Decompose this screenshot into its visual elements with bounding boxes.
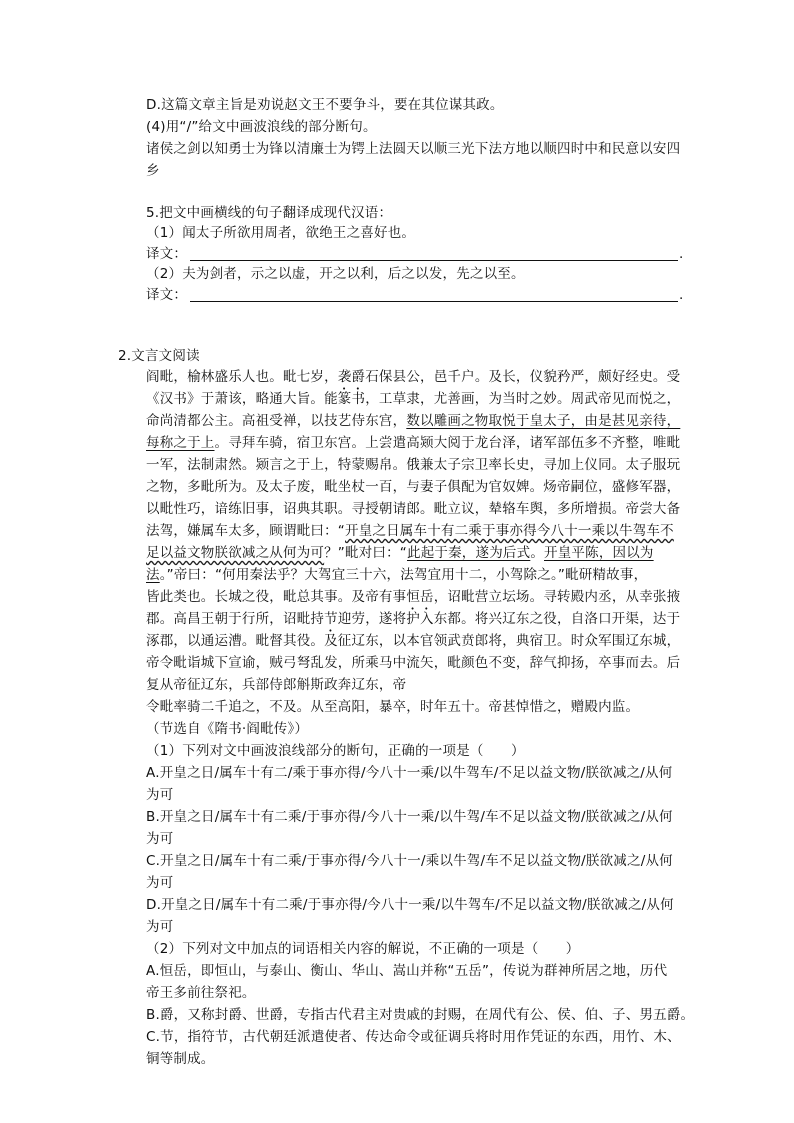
q2-option-c-cont: 铜等制成。 [146,1051,215,1067]
q4-prompt: (4)用“/”给文中画波浪线的部分断句。 [146,119,377,135]
q2-heading: 2.文言文阅读 [118,348,200,364]
passage-line: 之物，多毗所为。及太子废，毗坐杖一百，与妻子俱配为官奴婢。炀帝嗣位，盛修军器， [146,479,681,495]
passage-line: 帝令毗诣城下宣谕，贼弓弩乱发，所乘马中流矢，毗颜色不变，辞气抑扬，卒事而去。后 [146,655,681,671]
underlined-sentence-3: 开皇平陈，因以为 [544,545,654,561]
passage-line: 皆此类也。长城之役，毗总其事。及帝有事恒岳，诏毗营立坛场。寻转殿内丞，从幸张掖 [146,589,681,605]
q4-text-line1: 诸侯之剑以知勇士为锋以清廉士为锷上法圆天以顺三光下法方地以顺四时中和民意以安四 [146,141,681,157]
passage-line: 命尚清都公主。高祖受禅，以技艺侍东宫，数以雕画之物取悦于皇太子，由是甚见亲待， [146,413,681,429]
q1-option-b-cont: 为可 [146,831,174,847]
dotted-term-xijue: 袭爵 [337,369,366,385]
passage-line: 法。”帝曰：“何用秦法乎？大驾宜三十六，法驾宜用十二，小驾除之。”毗研精故事， [146,567,648,583]
passage-line: 阎毗，榆林盛乐人也。毗七岁，袭爵石保县公，邑千户。及长，仪貌矜严，颇好经史。受 [146,369,681,385]
q1-prompt: （1）下列对文中画波浪线部分的断句，正确的一项是（ ） [146,743,525,759]
answer-label-1: 译文： [146,246,188,262]
q1-option-d[interactable]: D.开皇之日/属车十有二乘/于事亦得/今八十一乘/以牛驾车/不足以益文物/朕欲减之/从何 [146,897,674,913]
option-d: D.这篇文章主旨是劝说赵文王不要争斗，要在其位谋其政。 [146,97,504,113]
underlined-sentence-1: 数以雕画之物取悦于皇太子，由是甚见亲待， [406,413,681,429]
q2-option-b[interactable]: B.爵，又称封爵、世爵，专指古代君主对贵戚的封赐，在周代有公、侯、伯、子、男五爵。 [146,1007,695,1023]
q4-text-line2: 乡 [146,163,160,179]
answer-blank-1[interactable] [190,244,678,261]
passage-line: 法驾，嫌属车太多，顾谓毗曰：“开皇之日属车十有二乘于事亦得今八十一乘以牛驾车不 [146,523,674,539]
passage-line: 一军，法制肃然。颎言之于上，特蒙赐帛。俄兼太子宗卫率长史，寻加上仪同。太子服玩 [146,457,681,473]
q1-option-d-cont: 为可 [146,919,174,935]
q1-option-a[interactable]: A.开皇之日/属车十有二/乘于事亦得/今八十一乘/以牛驾车/不足以益文物/朕欲减之/从何 [146,765,673,781]
wavy-segment-cont: 足以益文物朕欲减之从何为可 [146,545,325,561]
underlined-sentence-2: 此起于秦，遂为后式 [407,545,531,561]
passage-line: 每称之于上。寻拜车骑，宿卫东宫。上尝遣高颎大阅于龙台泽，诸军部伍多不齐整，唯毗 [146,435,681,451]
q2-option-c[interactable]: C.节，指符节，古代朝廷派遣使者、传达命令或征调兵将时用作凭证的东西，用竹、木、 [146,1029,681,1045]
q1-option-c[interactable]: C.开皇之日/属车十有二乘/于事亦得/今八十一/乘以牛驾/车不足以益文物/朕欲减之/从何 [146,853,673,869]
passage-line: 足以益文物朕欲减之从何为可？”毗对曰：“此起于秦，遂为后式。开皇平陈，因以为 [146,545,654,561]
passage-line: 令毗率骑二千追之，不及。从至高阳，暴卒，时年五十。帝甚悼惜之，赠殿内监。 [146,699,640,715]
answer-label-2: 译文： [146,287,188,303]
passage-line: 郡。高昌王朝于行所，诏毗持节迎劳，遂将护入东都。将兴辽东之役，自洛口开渠，达于 [146,611,681,627]
dotted-term-jie: 节 [324,611,338,627]
q2-prompt: （2）下列对文中加点的词语相关内容的解说，不正确的一项是（ ） [146,941,580,957]
q1-option-c-cont: 为可 [146,875,174,891]
answer-end-1: . [679,246,684,262]
wavy-segment: 开皇之日属车十有二乘于事亦得今八十一乘以牛驾车不 [345,523,674,539]
underlined-sentence-1-cont: 每称之于上 [146,435,215,451]
q5-sentence2: （2）夫为剑者，示之以虚，开之以利，后之以发，先之以至。 [146,266,525,282]
passage-line: 以毗性巧，谙练旧事，诏典其职。寻授朝请郎。毗立议，辇辂车舆，多所增损。帝尝大备 [146,501,681,517]
q2-option-a[interactable]: A.恒岳，即恒山，与泰山、衡山、华山、嵩山并称“五岳”，传说为群神所居之地，历代 [146,963,668,979]
underlined-sentence-3-cont: 法 [146,567,160,583]
q1-option-a-cont: 为可 [146,787,174,803]
passage-line: 复从帝征辽东，兵部侍郎斛斯政奔辽东，帝 [146,677,407,693]
q2-option-a-cont: 帝王多前往祭祀。 [146,985,256,1001]
answer-blank-2[interactable] [190,285,678,302]
q5-sentence1: （1）闻太子所欲用周者，欲绝王之喜好也。 [146,225,416,241]
passage-source: （节选自《隋书·阎毗传》） [146,721,309,737]
passage-line: 涿郡，以通运漕。毗督其役。及征辽东，以本官领武贲郎将，典宿卫。时众军围辽东城， [146,633,681,649]
answer-end-2: . [679,287,684,303]
q5-prompt: 5.把文中画横线的句子翻译成现代汉语： [146,205,393,221]
dotted-term-hengyue: 恒岳 [406,589,434,605]
q1-option-b[interactable]: B.开皇之日/属车十有二乘/于事亦得/今八十一乘/以牛驾/车不足以益文物/朕欲减之/从何 [146,809,673,825]
passage-line: 《汉书》于萧该，略通大旨。能篆书，工草隶，尤善画，为当时之妙。周武帝见而悦之， [146,391,681,407]
